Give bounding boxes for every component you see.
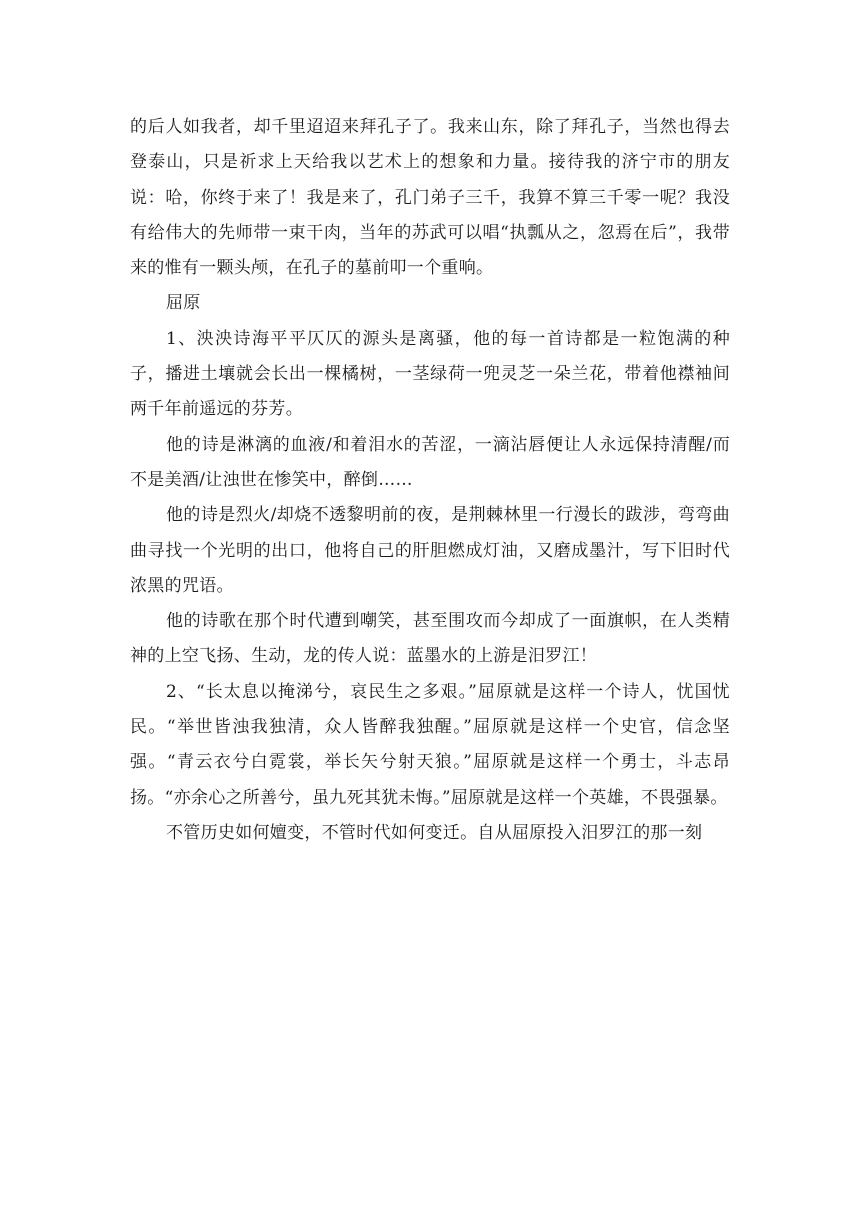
paragraph-quyuan-2: 2、“长太息以掩涕兮，哀民生之多艰。”屈原就是这样一个诗人，忧国忧民。“举世皆浊我独清，众人皆醉我独醒。”屈原就是这样一个史官，信念坚强。“青云衣兮白霓裳，举长矢兮射天狼。”屈原就是这样一个勇士，斗志昂扬。“亦余心之所善兮，虽九死其犹未悔。”屈原就是这样一个英雄，不畏强暴。	[130, 681, 730, 808]
paragraph-history: 不管历史如何嬗变，不管时代如何变迁。自从屈原投入汨罗江的那一刻	[166, 822, 703, 843]
document-body	[130, 110, 730, 851]
paragraph-confucius-ending: 的后人如我者，却千里迢迢来拜孔子了。我来山东，除了拜孔子，当然也得去登泰山，只是祈求上天给我以艺术上的想象和力量。接待我的济宁市的朋友说：哈，你终于来了！我是来了，孔门弟子三千，我算不算三千零一呢？我没有给伟大的先师带一束干肉，当年的苏武可以唱“执瓢从之，忽焉在后”，我带来的惟有一颗头颅，在孔子的墓前叩一个重响。	[130, 117, 730, 279]
paragraph-quyuan-1: 1、泱泱诗海平平仄仄的源头是离骚，他的每一首诗都是一粒饱满的种子，播进土壤就会长出一棵橘树，一茎绿荷一兜灵芝一朵兰花，带着他襟袖间两千年前遥远的芬芳。	[130, 328, 730, 420]
section-heading-quyuan: 屈原	[166, 293, 201, 314]
paragraph-poem-banner: 他的诗歌在那个时代遭到嘲笑，甚至围攻而今却成了一面旗帜，在人类精神的上空飞扬、生动，龙的传人说：蓝墨水的上游是汨罗江！	[130, 611, 730, 667]
paragraph-poem-blood: 他的诗是淋漓的血液/和着泪水的苦涩，一滴沾唇便让人永远保持清醒/而不是美酒/让浊世在惨笑中，醉倒……	[130, 434, 730, 490]
paragraph-poem-fire: 他的诗是烈火/却烧不透黎明前的夜，是荆棘林里一行漫长的跋涉，弯弯曲曲寻找一个光明的出口，他将自己的肝胆燃成灯油，又磨成墨汁，写下旧时代浓黑的咒语。	[130, 505, 730, 596]
